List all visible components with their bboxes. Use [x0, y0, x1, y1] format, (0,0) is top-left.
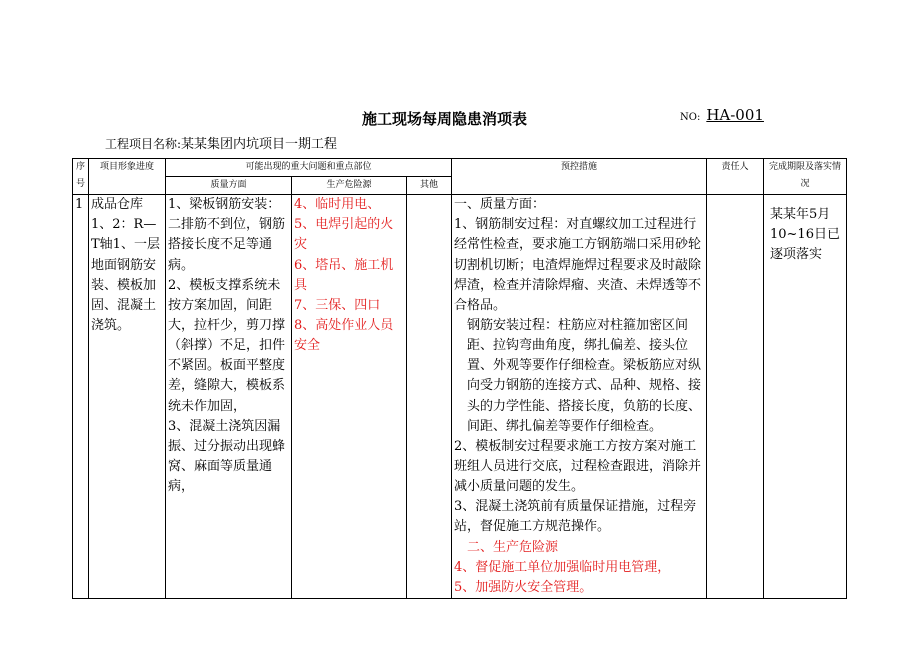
header-other: 其他 [407, 177, 452, 195]
row-seq: 1 [73, 195, 89, 599]
measure-item: 5、加强防火安全管理。 [454, 579, 593, 595]
header-quality: 质量方面 [166, 177, 292, 195]
doc-number: NO: HA-001 [680, 106, 764, 124]
header-owner: 责任人 [707, 159, 764, 195]
row-measures [452, 195, 707, 599]
header-seq: 序号 [73, 159, 89, 195]
row-item: 成品仓库1、2：R—T轴1、一层地面钢筋安装、模板加固、混凝土浇筑。 [89, 195, 166, 599]
header-issues: 可能出现的重大问题和重点部位 [166, 159, 452, 177]
safety-item: 5、电焊引起的火灾 [294, 217, 394, 253]
safety-item: 4、临时用电、 [294, 197, 381, 213]
row-other [407, 195, 452, 599]
measure-item: 1、钢筋制安过程：对直螺纹加工过程进行经常性检查，要求施工方钢筋端口采用砂轮切割机切断；电渣焊施焊过程要求及时敲除焊渣，检查并清除焊瘤、夹渣、未焊透等不合格品。 [454, 217, 702, 313]
quality-item: 3、混凝土浇筑因漏振、过分振动出现蜂窝、麻面等质量通病， [168, 418, 286, 495]
measure-item: 钢筋安装过程：柱筋应对柱箍加密区间距、拉钩弯曲角度，绑扎偏差、接头位置、外观等要作仔细检查。梁板筋应对纵向受力钢筋的连接方式、品种、规格、接头的力学性能、搭接长度，负筋的长度、间距、绑扎偏差等要作仔细检查。 [467, 318, 702, 434]
safety-item: 6、塔吊、施工机具 [294, 257, 394, 293]
project-name: 工程项目名称:某某集团内坑项目一期工程 [105, 137, 338, 152]
safety-item: 8、高处作业人员安全 [294, 318, 394, 354]
header-item: 项目形象进度 [89, 159, 166, 195]
measures-heading: 一、质量方面： [454, 197, 546, 213]
hazard-table [72, 158, 847, 599]
row-safety [292, 195, 407, 599]
quality-item: 2、模板支撑系统未按方案加固，间距大，拉杆少，剪刀撑（斜撑）不足，扣件不紧固。板面平整度差，缝隙大，模板系统未作加固， [168, 277, 286, 414]
doc-number-value: HA-001 [706, 106, 764, 124]
safety-item: 7、三保、四口 [294, 297, 381, 313]
header-measures: 预控措施 [452, 159, 707, 195]
quality-item: 1、梁板钢筋安装：二排筋不到位，钢筋搭接长度不足等通病。 [168, 197, 286, 273]
header-deadline: 完成期限及落实情况 [764, 159, 847, 195]
measures-heading: 二、生产危险源 [467, 539, 559, 555]
row-deadline: 某某年5月10~16日已逐项落实 [764, 195, 847, 599]
row-quality [166, 195, 292, 599]
header-safety: 生产危险源 [292, 177, 407, 195]
measure-item: 4、督促施工单位加强临时用电管理， [454, 559, 671, 575]
measure-item: 2、模板制安过程要求施工方按方案对施工班组人员进行交底，过程检查跟进，消除并减小质量问题的发生。 [454, 438, 702, 495]
measure-item: 3、混凝土浇筑前有质量保证措施，过程旁站，督促施工方规范操作。 [454, 499, 697, 535]
page-title: 施工现场每周隐患消项表 [362, 110, 528, 128]
row-owner [707, 195, 764, 599]
project-name-value: 某某集团内坑项目一期工程 [181, 137, 338, 152]
